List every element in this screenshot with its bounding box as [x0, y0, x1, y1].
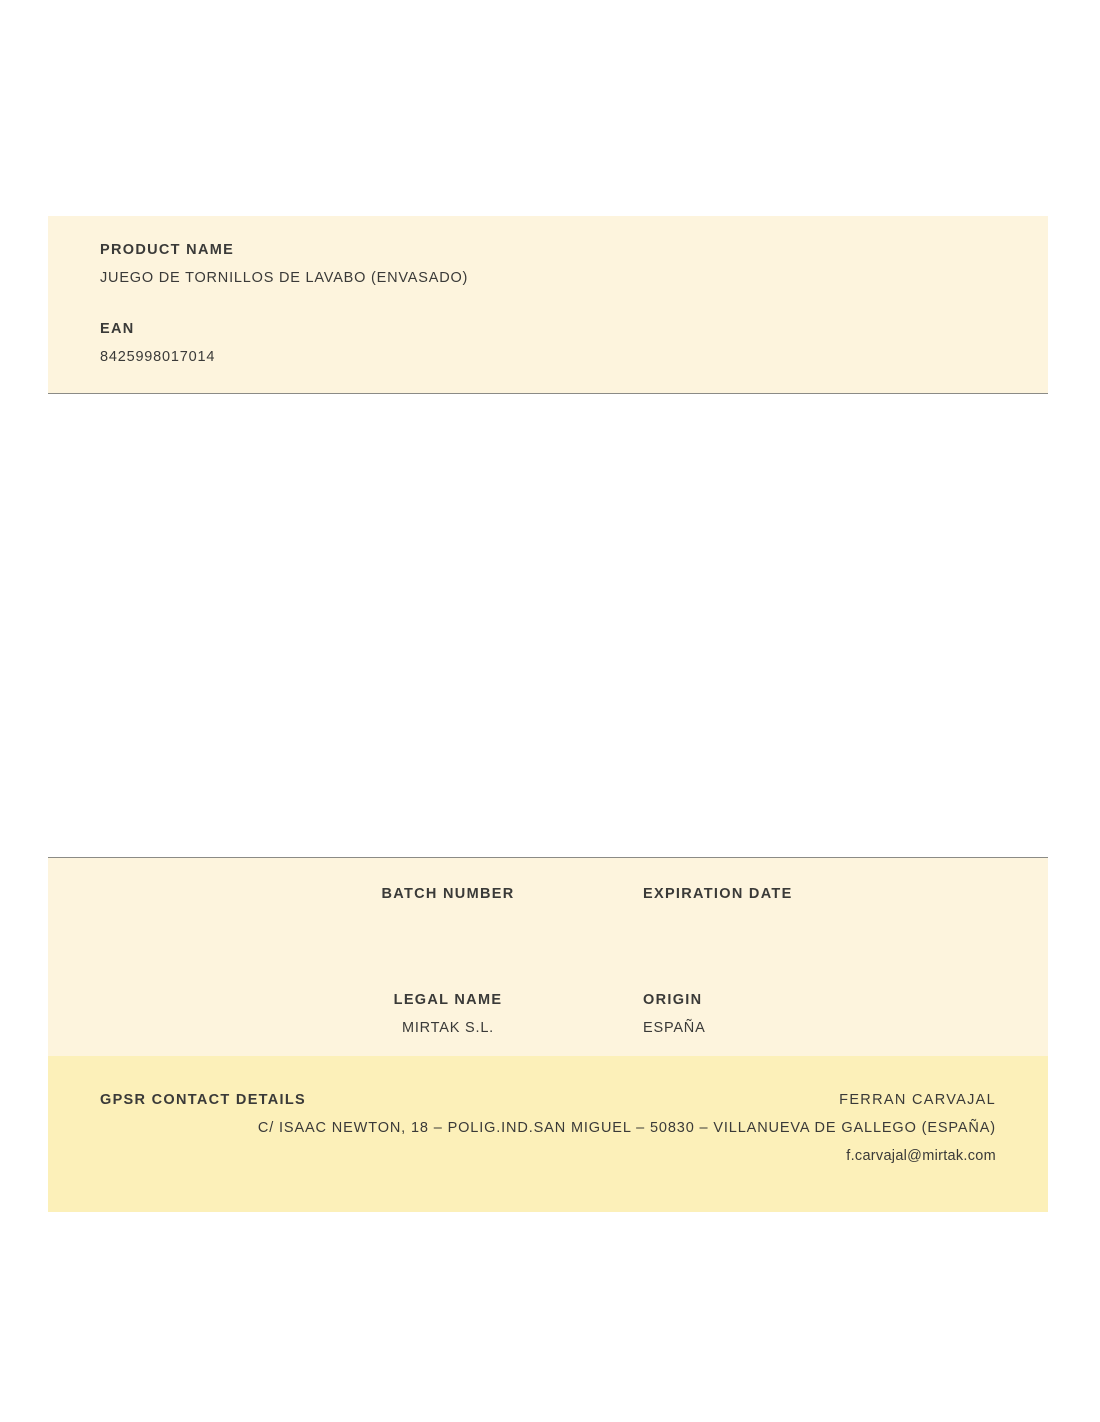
- ean-field: [100, 321, 996, 365]
- gpsr-inner: [48, 1092, 1048, 1164]
- batch-number-label: BATCH NUMBER: [381, 886, 515, 902]
- product-info-panel: [48, 216, 1048, 394]
- row-spacer: [48, 886, 253, 930]
- origin-cell: [643, 992, 1048, 1036]
- batch-row: [48, 886, 1048, 930]
- batch-number-value: [253, 914, 643, 930]
- gpsr-address: C/ ISAAC NEWTON, 18 – POLIG.IND.SAN MIGUEL – 50830 – VILLANUEVA DE GALLEGO (ESPAÑA): [257, 1120, 996, 1136]
- legal-name-value: MIRTAK S.L.: [401, 1020, 495, 1036]
- gpsr-contact-name: FERRAN CARVAJAL: [839, 1092, 996, 1108]
- ean-value: 8425998017014: [100, 349, 216, 365]
- expiration-date-value: [643, 914, 1048, 930]
- batch-number-cell: [253, 886, 643, 930]
- legal-name-cell: [253, 992, 643, 1036]
- product-image-area: [48, 397, 1048, 857]
- product-name-label: PRODUCT NAME: [100, 242, 235, 258]
- batch-legal-panel: [48, 857, 1048, 1063]
- legal-row: [48, 992, 1048, 1036]
- gpsr-title: GPSR CONTACT DETAILS: [100, 1092, 307, 1108]
- gpsr-contact-panel: [48, 1056, 1048, 1212]
- product-name-field: [100, 242, 996, 286]
- origin-value: ESPAÑA: [643, 1020, 706, 1036]
- ean-label: EAN: [100, 321, 135, 337]
- gpsr-email: f.carvajal@mirtak.com: [846, 1148, 996, 1164]
- row-spacer: [48, 992, 253, 1036]
- expiration-date-label: EXPIRATION DATE: [643, 886, 793, 902]
- legal-name-label: LEGAL NAME: [393, 992, 503, 1008]
- origin-label: ORIGIN: [643, 992, 703, 1008]
- product-name-value: JUEGO DE TORNILLOS DE LAVABO (ENVASADO): [100, 270, 469, 286]
- expiration-date-cell: [643, 886, 1048, 930]
